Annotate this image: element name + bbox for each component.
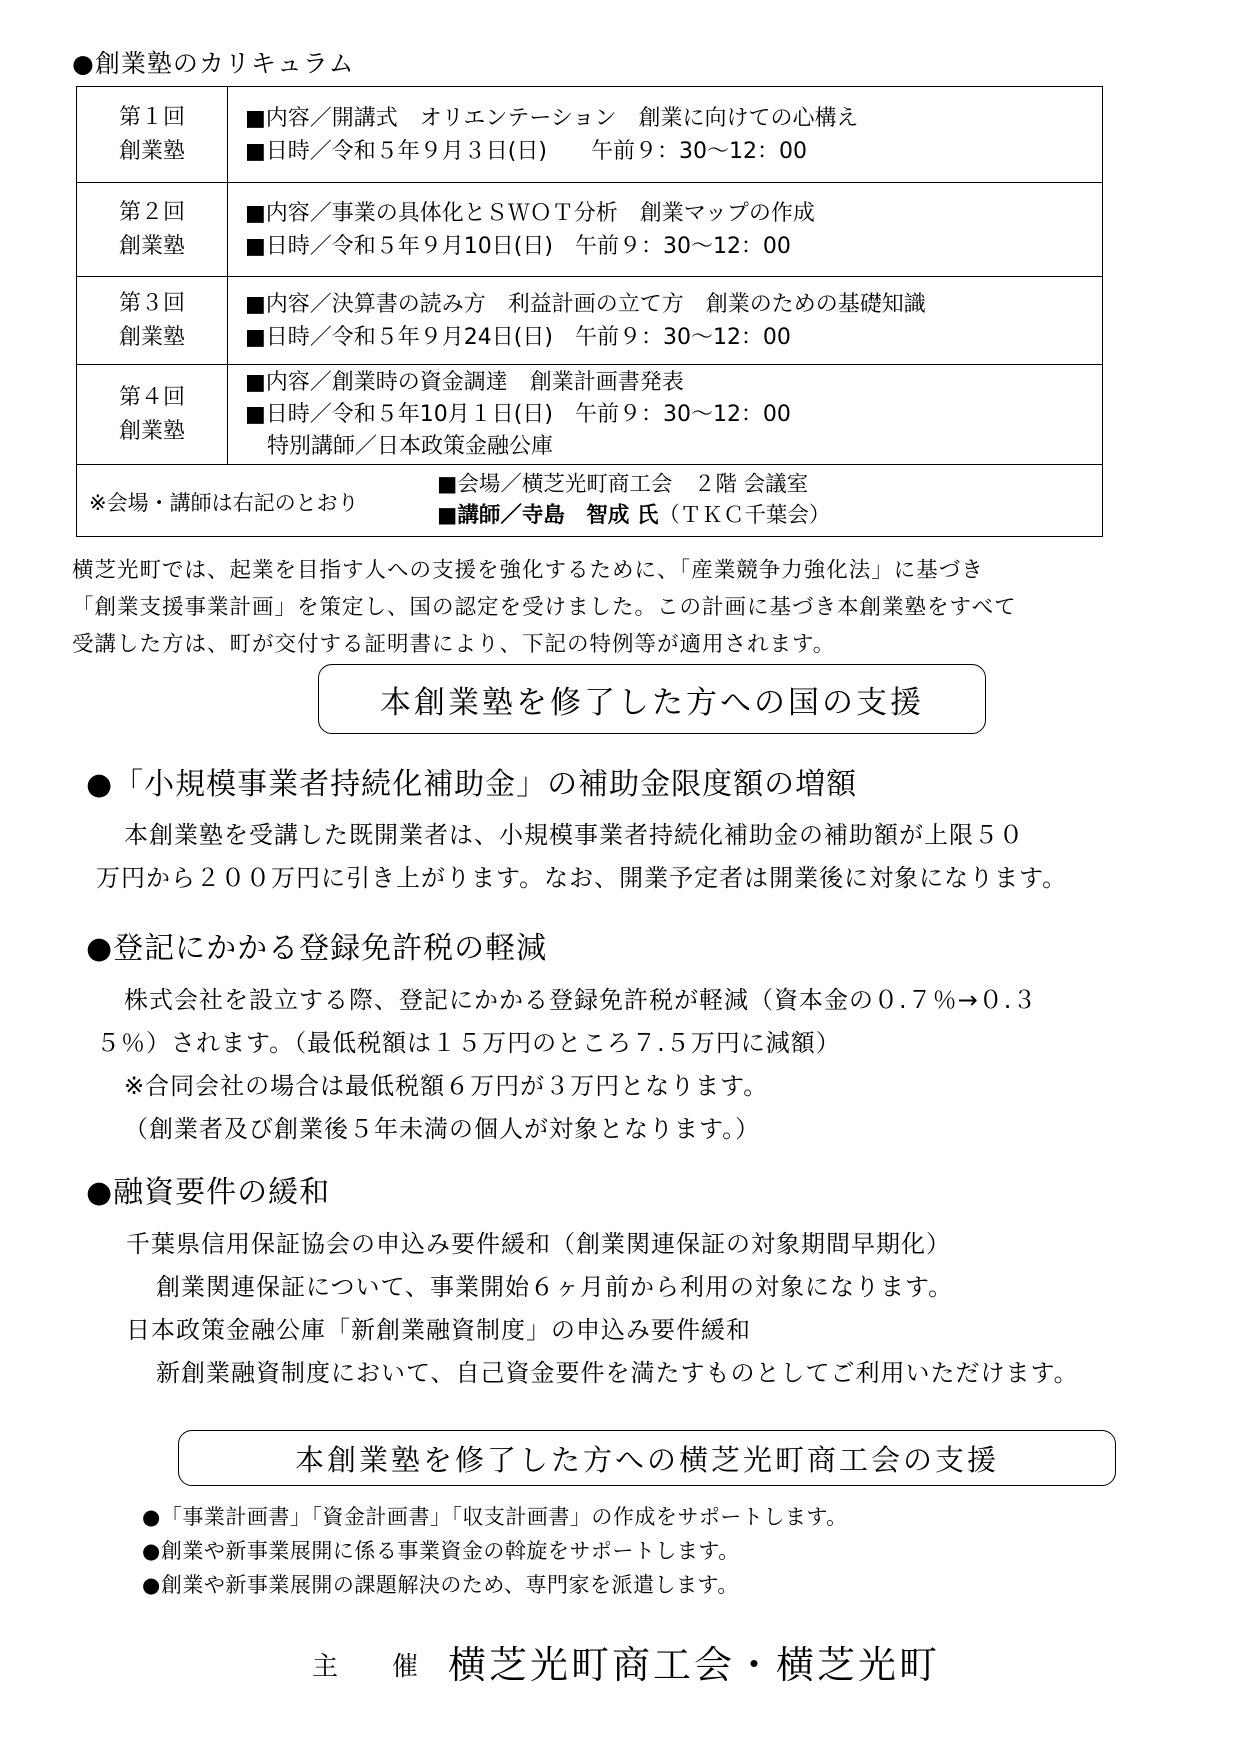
session-number: 第２回: [118, 199, 185, 225]
tax-text: [96, 979, 1037, 1151]
lecturer-affiliation: （ＴＫＣ千葉会）: [658, 503, 831, 528]
host-name: 横芝光町商工会・横芝光町: [448, 1643, 941, 1687]
session-datetime: ■日時／令和５年９月10日(日) 午前９：30〜12：00: [245, 233, 791, 259]
tax-heading: ●登記にかかる登録免許税の軽減: [86, 931, 548, 966]
chamber-support-item: ●「事業計画書」「資金計画書」「収支計画書」の作成をサポートします。: [142, 1505, 848, 1529]
loan-detail: 創業関連保証について、事業開始６ヶ月前から利用の対象になります。: [156, 1273, 954, 1301]
session-content: ■内容／開講式 オリエンテーション 創業に向けての心構え: [245, 105, 859, 131]
session-content: ■内容／決算書の読み方 利益計画の立て方 創業のための基礎知識: [245, 291, 926, 317]
session-name: 創業塾: [118, 418, 185, 444]
session-row-3: [77, 277, 1103, 365]
chamber-support-item: ●創業や新事業展開の課題解決のため、専門家を派遣します。: [142, 1573, 739, 1597]
venue-lecturer-info: [437, 469, 830, 531]
subsidy-line: 万円から２００万円に引き上がります。なお、開業予定者は開業後に対象になります。: [96, 864, 1068, 892]
chamber-support-item: ●創業や新事業展開に係る事業資金の斡旋をサポートします。: [142, 1539, 740, 1563]
session-label: [77, 277, 228, 365]
subsidy-line: 本創業塾を受講した既開業者は、小規模事業者持続化補助金の補助額が上限５０: [124, 821, 1024, 849]
session-name: 創業塾: [118, 324, 185, 350]
venue-cell: [77, 465, 1103, 537]
host-label: 主 催: [312, 1652, 433, 1682]
session-detail: [228, 87, 1103, 183]
tax-note: （創業者及び創業後５年未満の個人が対象となります。）: [124, 1115, 761, 1143]
loan-item: 千葉県信用保証協会の申込み要件緩和（創業関連保証の対象期間早期化）: [126, 1230, 951, 1258]
special-lecturer: 特別講師／日本政策金融公庫: [245, 433, 554, 459]
session-name: 創業塾: [118, 138, 185, 164]
intro-line: 横芝光町では、起業を目指す人への支援を強化するために、「産業競争力強化法」に基づき: [72, 558, 984, 583]
lecturer-prefix: ■講師／: [437, 503, 522, 528]
session-name: 創業塾: [118, 233, 185, 259]
intro-paragraph: [72, 552, 1182, 663]
session-detail: [228, 365, 1103, 465]
loan-heading: ●融資要件の緩和: [86, 1175, 331, 1210]
curriculum-title: ●創業塾のカリキュラム: [72, 49, 355, 78]
chamber-support-list: [142, 1500, 848, 1602]
curriculum-table: [76, 86, 1103, 537]
session-datetime: ■日時／令和５年10月１日(日) 午前９：30〜12：00: [245, 401, 791, 427]
venue-note: ※会場・講師は右記のとおり: [89, 491, 359, 515]
lecturer-name: 寺島 智成 氏: [521, 503, 659, 528]
loan-detail: 新創業融資制度において、自己資金要件を満たすものとしてご利用いただけます。: [156, 1359, 1079, 1387]
subsidy-text: [96, 814, 1067, 900]
session-row-2: [77, 183, 1103, 277]
national-support-title: 本創業塾を修了した方への国の支援: [318, 664, 986, 734]
session-number: 第３回: [118, 290, 185, 316]
intro-line: 受講した方は、町が交付する証明書により、下記の特例等が適用されます。: [72, 632, 836, 657]
session-number: 第４回: [118, 384, 185, 410]
venue: ■会場／横芝光町商工会 ２階 会議室: [437, 472, 809, 497]
session-number: 第１回: [118, 104, 185, 130]
tax-note: ※合同会社の場合は最低税額６万円が３万円となります。: [124, 1072, 769, 1100]
session-row-4: [77, 365, 1103, 465]
loan-text: [126, 1223, 1079, 1395]
intro-line: 「創業支援事業計画」を策定し、国の認定を受けました。この計画に基づき本創業塾をすべて: [72, 595, 1017, 620]
session-content: ■内容／創業時の資金調達 創業計画書発表: [245, 369, 684, 395]
tax-line: ５％）されます。（最低税額は１５万円のところ７.５万円に減額）: [96, 1029, 841, 1057]
session-row-1: [77, 87, 1103, 183]
tax-line: 株式会社を設立する際、登記にかかる登録免許税が軽減（資本金の０.７％→０.３: [124, 986, 1038, 1014]
subsidy-heading: ●「小規模事業者持続化補助金」の補助金限度額の増額: [86, 767, 858, 802]
session-detail: [228, 277, 1103, 365]
session-datetime: ■日時／令和５年９月24日(日) 午前９：30〜12：00: [245, 324, 791, 350]
session-content: ■内容／事業の具体化とＳＷＯＴ分析 創業マップの作成: [245, 200, 815, 226]
session-label: [77, 365, 228, 465]
venue-row: [77, 465, 1103, 537]
session-detail: [228, 183, 1103, 277]
loan-item: 日本政策金融公庫「新創業融資制度」の申込み要件緩和: [126, 1316, 751, 1344]
session-label: [77, 183, 228, 277]
session-label: [77, 87, 228, 183]
session-datetime: ■日時／令和５年９月３日(日) 午前９：30〜12：00: [245, 138, 807, 164]
chamber-support-title: 本創業塾を修了した方への横芝光町商工会の支援: [178, 1430, 1116, 1486]
lecturer: [437, 500, 830, 531]
